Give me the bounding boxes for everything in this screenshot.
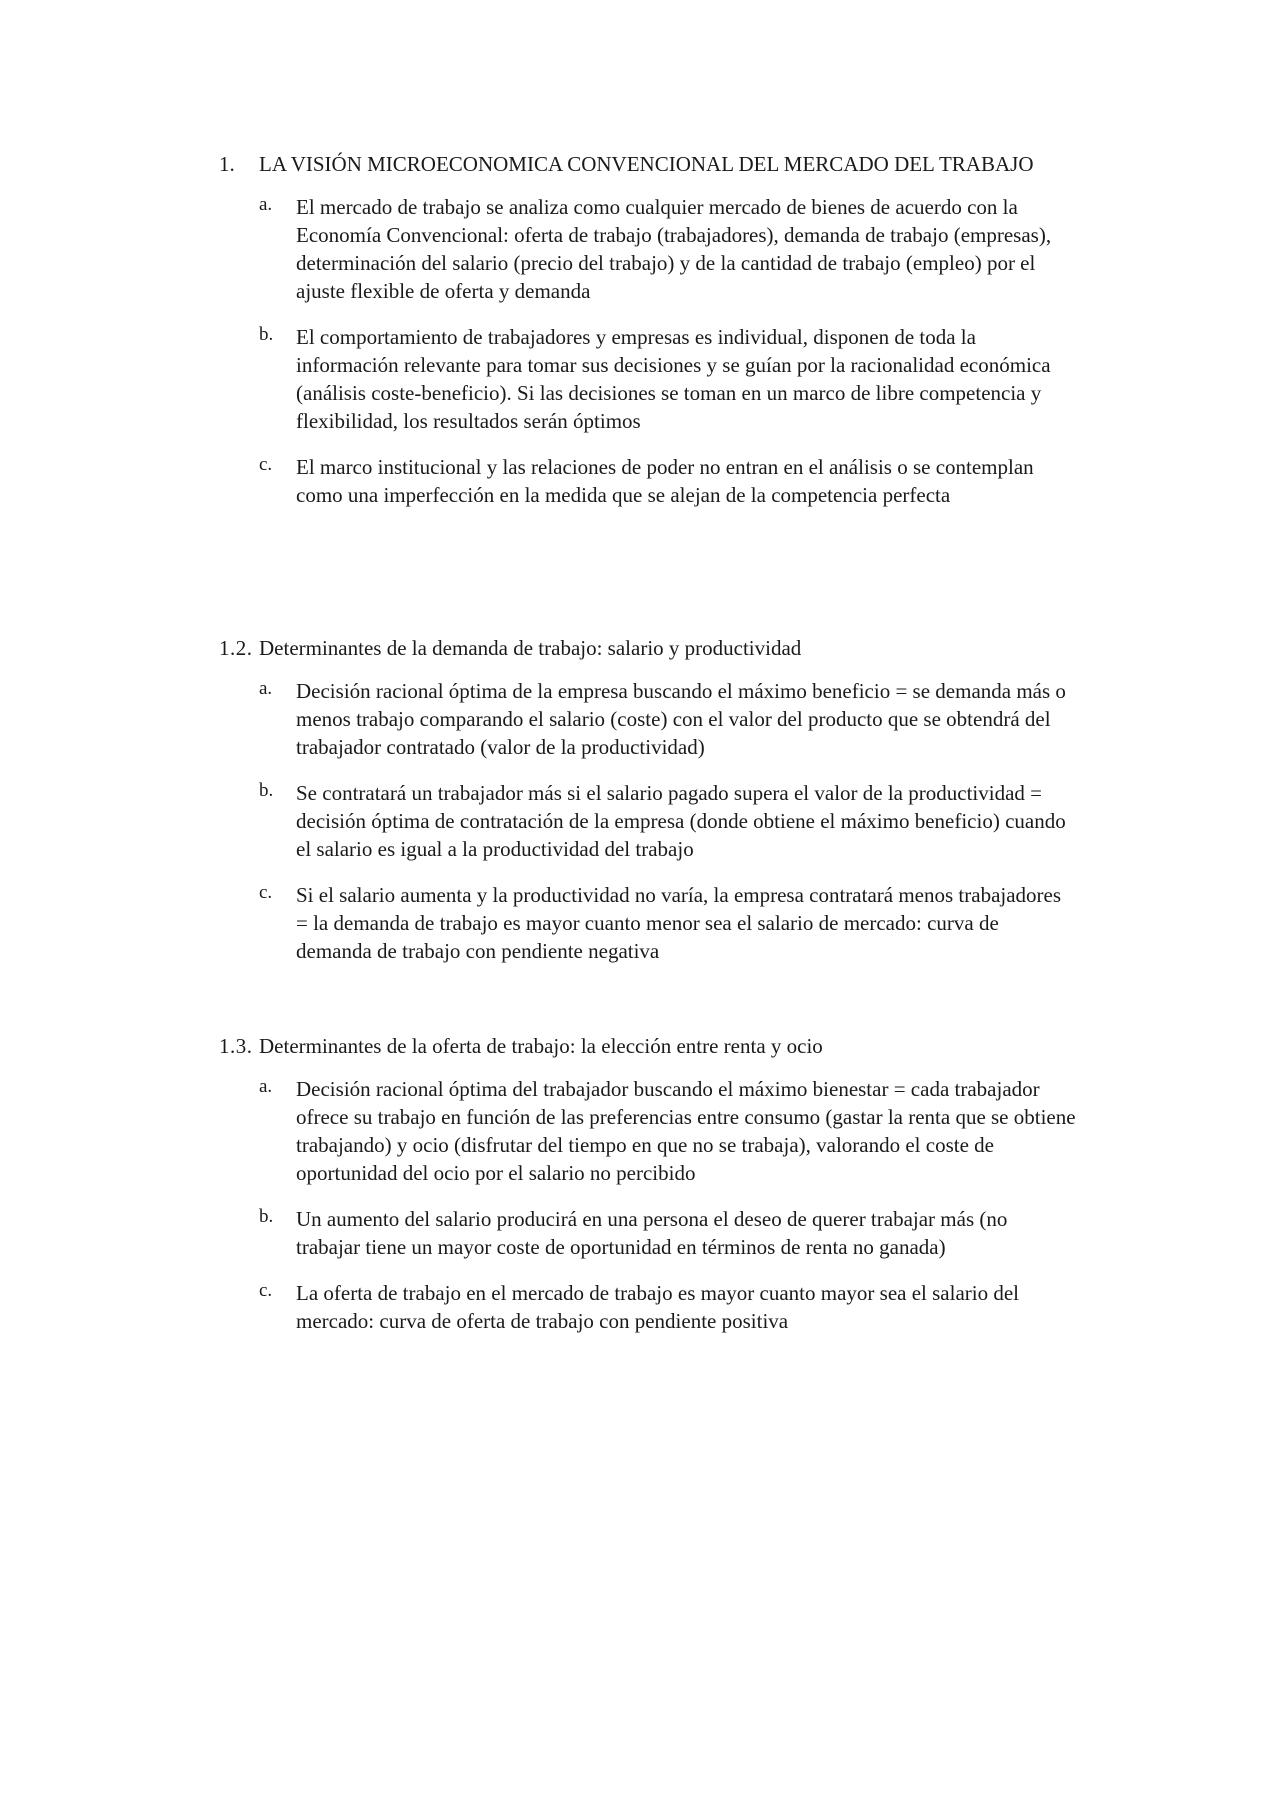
list-item	[219, 677, 1099, 761]
section-number: 1.2.	[219, 636, 253, 660]
item-text: El mercado de trabajo se analiza como cualquier mercado de bienes de acuerdo con la Economía Convencional: oferta de trabajo (trabajadores), demanda de trabajo (empresas), determinación del salario (precio del trabajo) y de la cantidad de trabajo (empleo) por el ajuste flexible de oferta y demanda	[296, 195, 1052, 303]
item-marker: c.	[259, 1280, 273, 1301]
list-item	[219, 1279, 1099, 1335]
section-1	[219, 150, 1099, 509]
item-text: El marco institucional y las relaciones de poder no entran en el análisis o se contemplan como una imperfección en la medida que se alejan de la competencia perfecta	[296, 455, 1034, 507]
section-number: 1.	[219, 152, 235, 176]
section-title: Determinantes de la oferta de trabajo: la elección entre renta y ocio	[259, 1034, 823, 1058]
item-marker: c.	[259, 882, 273, 903]
item-text: La oferta de trabajo en el mercado de trabajo es mayor cuanto mayor sea el salario del mercado: curva de oferta de trabajo con pendiente positiva	[296, 1281, 1019, 1333]
item-marker: b.	[259, 780, 274, 801]
section-1-3	[219, 1032, 1099, 1335]
section-number: 1.3.	[219, 1034, 253, 1058]
item-list	[219, 1075, 1099, 1335]
list-item	[219, 881, 1099, 965]
item-list	[219, 677, 1099, 965]
item-text: Decisión racional óptima de la empresa buscando el máximo beneficio = se demanda más o menos trabajo comparando el salario (coste) con el valor del producto que se obtendrá del trabajador contratado (valor de la productividad)	[296, 679, 1066, 759]
item-text: Se contratará un trabajador más si el salario pagado supera el valor de la productividad = decisión óptima de contratación de la empresa (donde obtiene el máximo beneficio) cuando el salario es igual a la productividad del trabajo	[296, 781, 1066, 861]
list-item	[219, 1075, 1099, 1187]
item-marker: a.	[259, 678, 273, 699]
item-list	[219, 193, 1099, 509]
section-title: LA VISIÓN MICROECONOMICA CONVENCIONAL DEL MERCADO DEL TRABAJO	[259, 152, 1034, 176]
list-item	[219, 193, 1099, 305]
list-item	[219, 453, 1099, 509]
item-marker: c.	[259, 454, 273, 475]
list-item	[219, 1205, 1099, 1261]
item-marker: a.	[259, 194, 273, 215]
section-title: Determinantes de la demanda de trabajo: salario y productividad	[259, 636, 802, 660]
item-marker: b.	[259, 324, 274, 345]
item-marker: a.	[259, 1076, 273, 1097]
item-marker: b.	[259, 1206, 274, 1227]
section-1-2	[219, 634, 1099, 965]
section-heading	[219, 634, 1099, 662]
item-text: Un aumento del salario producirá en una persona el deseo de querer trabajar más (no trabajar tiene un mayor coste de oportunidad en términos de renta no ganada)	[296, 1207, 1008, 1259]
list-item	[219, 323, 1099, 435]
list-item	[219, 779, 1099, 863]
item-text: Si el salario aumenta y la productividad no varía, la empresa contratará menos trabajadores = la demanda de trabajo es mayor cuanto menor sea el salario de mercado: curva de demanda de trabajo con pendiente negativa	[296, 883, 1062, 963]
item-text: Decisión racional óptima del trabajador buscando el máximo bienestar = cada trabajador ofrece su trabajo en función de las preferencias entre consumo (gastar la renta que se obtiene trabajando) y ocio (disfrutar del tiempo en que no se trabaja), valorando el coste de oportunidad del ocio por el salario no percibido	[296, 1077, 1076, 1185]
section-heading	[219, 150, 1099, 178]
item-text: El comportamiento de trabajadores y empresas es individual, disponen de toda la información relevante para tomar sus decisiones y se guían por la racionalidad económica (análisis coste-beneficio). Si las decisiones se toman en un marco de libre competencia y flexibilidad, los resultados serán óptimos	[296, 325, 1051, 433]
section-heading	[219, 1032, 1099, 1060]
